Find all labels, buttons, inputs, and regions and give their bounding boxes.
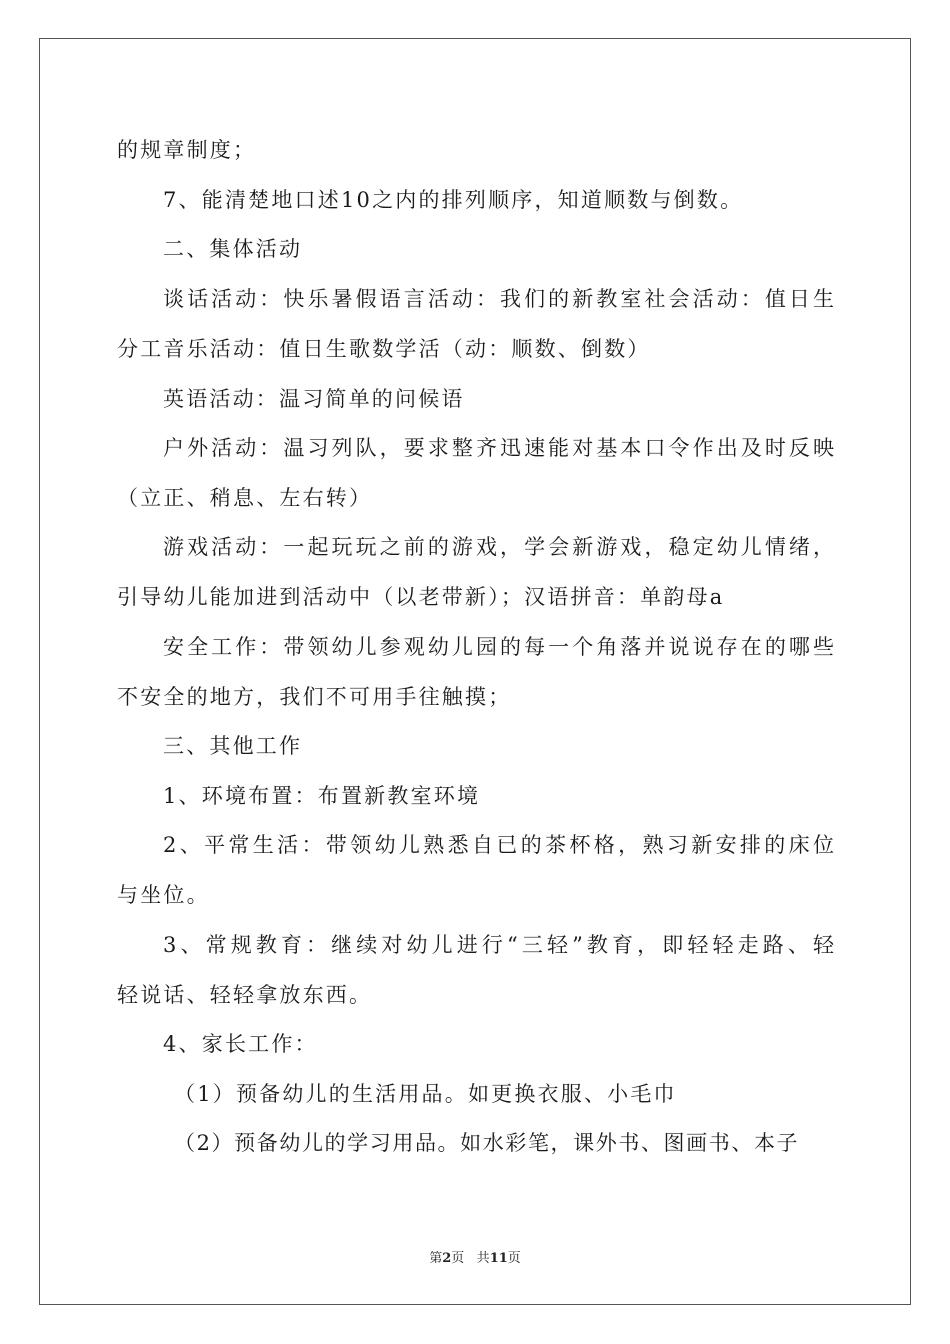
- page-border: [39, 38, 911, 1305]
- paragraph-line: 的规章制度；: [117, 138, 257, 162]
- paragraph-line: 户外活动：温习列队，要求整齐迅速能对基本口令作出及时反映: [163, 436, 834, 460]
- paragraph-line: 安全工作：带领幼儿参观幼儿园的每一个角落并说说存在的哪些: [163, 635, 834, 659]
- paragraph-line: 引导幼儿能加进到活动中（以老带新）；汉语拼音：单韵母a: [117, 585, 725, 609]
- paragraph-line: 谈话活动：快乐暑假语言活动：我们的新教室社会活动：值日生: [163, 287, 834, 311]
- paragraph-line: 轻说话、轻轻拿放东西。: [117, 983, 373, 1007]
- paragraph-line: （1）预备幼儿的生活用品。如更换衣服、小毛巾: [174, 1082, 677, 1106]
- paragraph-line: 与坐位。: [117, 883, 210, 907]
- paragraph-line: （立正、稍息、左右转）: [117, 486, 373, 510]
- paragraph-line: 英语活动：温习简单的问候语: [163, 387, 465, 411]
- footer-total-suffix: 页: [507, 1251, 521, 1266]
- paragraph-line: 不安全的地方，我们不可用手往触摸；: [117, 685, 512, 709]
- paragraph-line: 7、能清楚地口述10之内的排列顺序，知道顺数与倒数。: [163, 188, 744, 212]
- footer-page-suffix: 页: [451, 1251, 465, 1266]
- page-footer: [0, 1247, 950, 1266]
- footer-page-number: 2: [442, 1251, 452, 1266]
- paragraph-line: 2、平常生活：带领幼儿熟悉自已的茶杯格，熟习新安排的床位: [163, 833, 834, 857]
- paragraph-line: 1、环境布置：布置新教室环境: [163, 784, 481, 808]
- paragraph-line: 分工音乐活动：值日生歌数学活（动：顺数、倒数）: [117, 337, 651, 361]
- paragraph-line: 3、常规教育：继续对幼儿进行“三轻”教育，即轻轻走路、轻: [163, 933, 834, 957]
- paragraph-line: 4、家长工作：: [163, 1032, 318, 1056]
- footer-total-prefix: 共: [476, 1251, 490, 1266]
- section-heading: 三、其他工作: [163, 734, 303, 758]
- footer-total-pages: 11: [489, 1251, 508, 1266]
- section-heading: 二、集体活动: [163, 237, 303, 261]
- footer-page-prefix: 第: [429, 1251, 443, 1266]
- paragraph-line: （2）预备幼儿的学习用品。如水彩笔，课外书、图画书、本子: [174, 1131, 800, 1155]
- paragraph-line: 游戏活动：一起玩玩之前的游戏，学会新游戏，稳定幼儿情绪，: [163, 535, 834, 559]
